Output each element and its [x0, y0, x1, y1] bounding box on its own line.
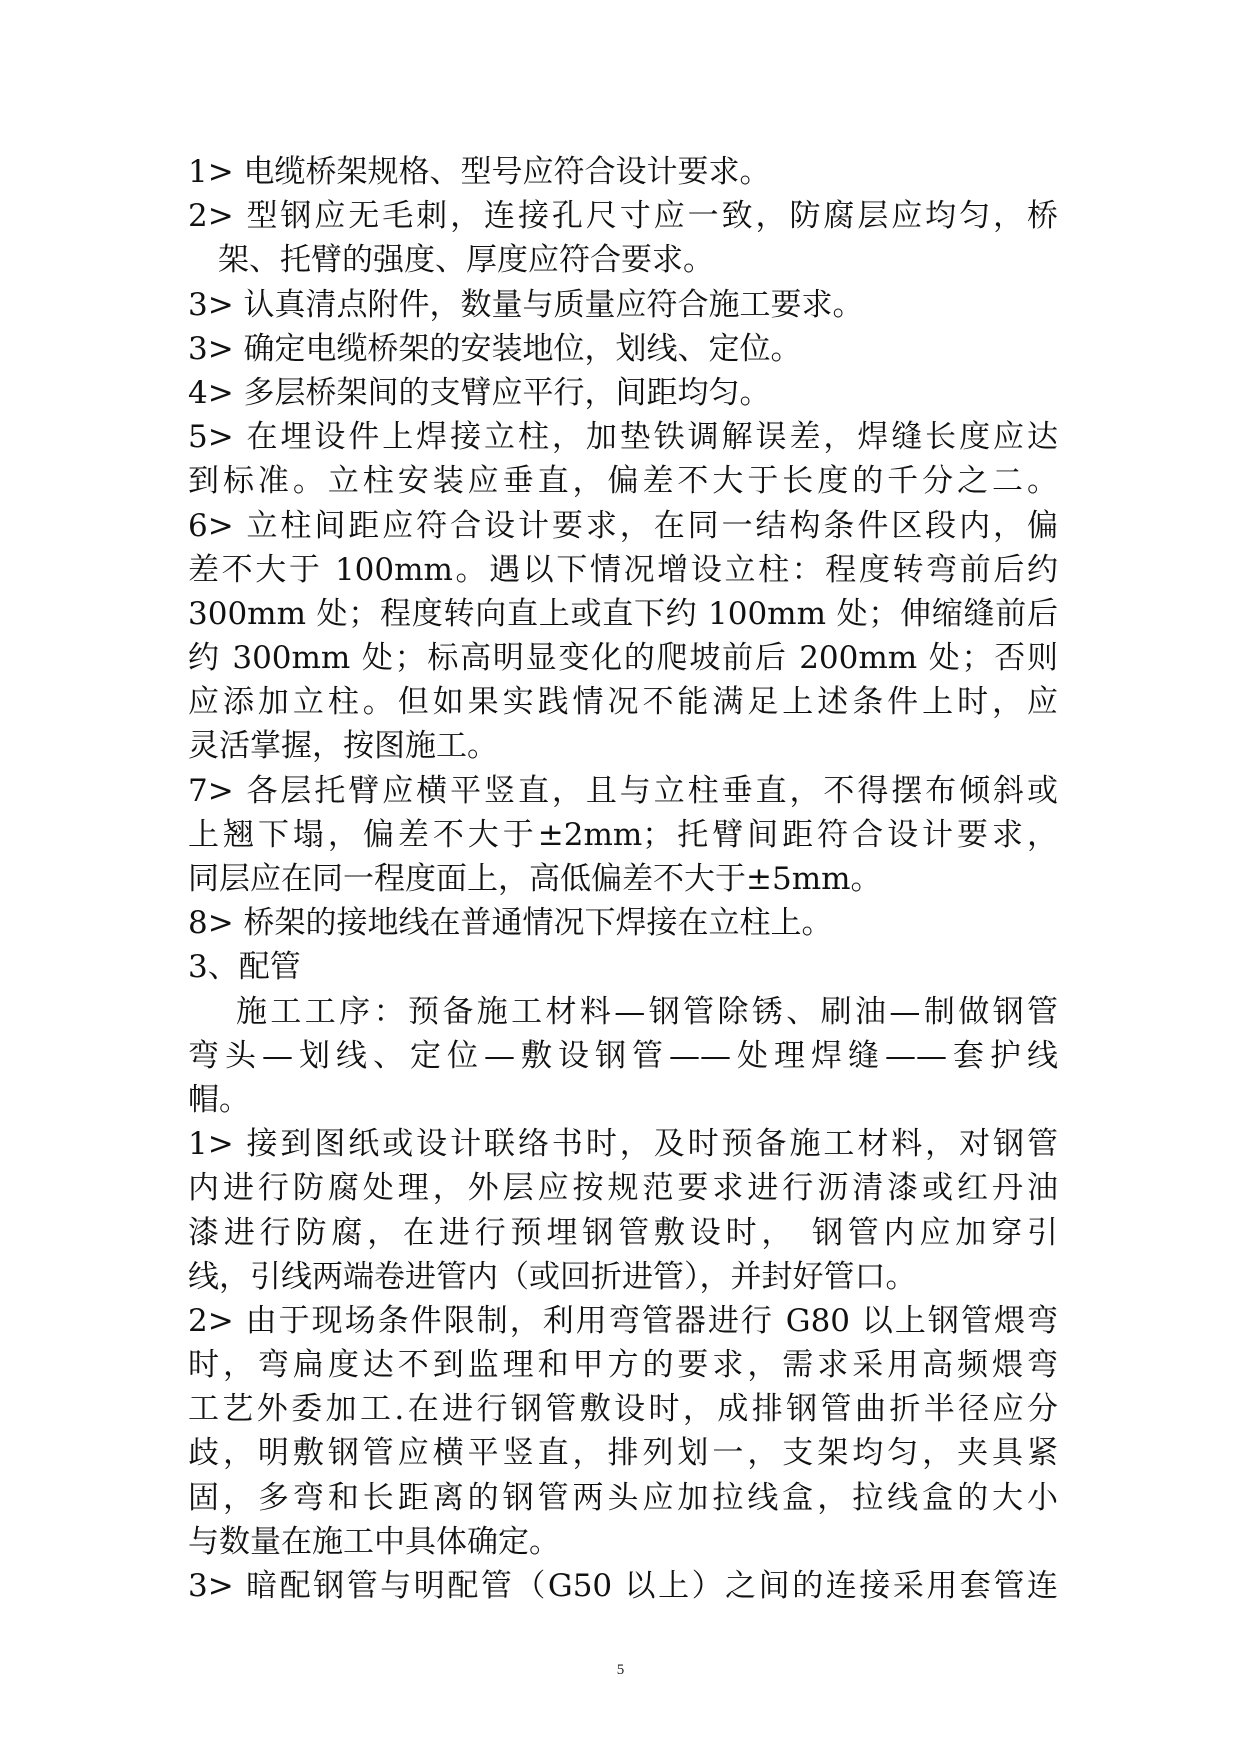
- text-line: 线，引线两端卷进管内（或回折进管），并封好管口。: [188, 1258, 917, 1295]
- document-body: [188, 150, 1058, 1608]
- text-line: 3> 暗配钢管与明配管（G50 以上）之间的连接采用套管连: [188, 1568, 1058, 1604]
- text-line: 应添加立柱。但如果实践情况不能满足上述条件上时，应: [188, 684, 1058, 721]
- section-heading: 3、配管: [188, 949, 301, 986]
- text-line: 8> 桥架的接地线在普通情况下焊接在立柱上。: [188, 905, 833, 942]
- text-line: 灵活掌握，按图施工。: [188, 728, 498, 765]
- text-line: 固，多弯和长距离的钢管两头应加拉线盒，拉线盒的大小: [188, 1479, 1058, 1516]
- text-line: 歧，明敷钢管应横平竖直，排列划一，支架均匀，夹具紧: [188, 1435, 1058, 1472]
- text-line: 1> 接到图纸或设计联络书时，及时预备施工材料，对钢管: [188, 1126, 1058, 1163]
- text-line: 7> 各层托臂应横平竖直，且与立柱垂直，不得摆布倾斜或: [188, 772, 1058, 809]
- text-line: 时，弯扁度达不到监理和甲方的要求，需求采用高频煨弯: [188, 1347, 1058, 1384]
- text-line: 300mm 处；程度转向直上或直下约 100mm 处；伸缩缝前后: [188, 595, 1058, 632]
- text-line: 1> 电缆桥架规格、型号应符合设计要求。: [188, 154, 771, 190]
- page-number: 5: [616, 1662, 625, 1678]
- text-line: 2> 由于现场条件限制，利用弯管器进行 G80 以上钢管煨弯: [188, 1302, 1058, 1339]
- text-line: 与数量在施工中具体确定。: [188, 1523, 560, 1560]
- text-line: 弯头—划线、定位—敷设钢管——处理焊缝——套护线: [188, 1037, 1058, 1074]
- text-line: 6> 立柱间距应符合设计要求，在同一结构条件区段内，偏: [188, 507, 1058, 544]
- text-line: 2> 型钢应无毛刺，连接孔尺寸应一致，防腐层应均匀，桥: [188, 198, 1058, 235]
- text-line: 约 300mm 处；标高明显变化的爬坡前后 200mm 处；否则: [188, 640, 1058, 677]
- text-line: 上翘下塌，偏差不大于±2mm；托臂间距符合设计要求，: [188, 816, 1058, 853]
- text-line: 漆进行防腐，在进行预埋钢管敷设时， 钢管内应加穿引: [188, 1214, 1058, 1251]
- text-line: 施工工序：预备施工材料—钢管除锈、刷油—制做钢管: [236, 993, 1058, 1030]
- text-line: 5> 在埋设件上焊接立柱，加垫铁调解误差，焊缝长度应达: [188, 419, 1058, 456]
- text-line: 到标准。立柱安装应垂直，偏差不大于长度的千分之二。: [188, 463, 1058, 500]
- text-line: 帽。: [188, 1081, 250, 1118]
- text-line: 3> 认真清点附件，数量与质量应符合施工要求。: [188, 286, 864, 323]
- text-line: 架、托臂的强度、厚度应符合要求。: [218, 242, 714, 279]
- text-line: 内进行防腐处理，外层应按规范要求进行沥清漆或红丹油: [188, 1170, 1058, 1207]
- text-line: 同层应在同一程度面上，高低偏差不大于±5mm。: [188, 861, 882, 897]
- text-line: 差不大于 100mm。遇以下情况增设立柱：程度转弯前后约: [188, 551, 1058, 588]
- text-line: 4> 多层桥架间的支臂应平行，间距均匀。: [188, 374, 771, 411]
- text-line: 工艺外委加工.在进行钢管敷设时，成排钢管曲折半径应分: [188, 1391, 1058, 1428]
- text-line: 3> 确定电缆桥架的安装地位，划线、定位。: [188, 330, 802, 367]
